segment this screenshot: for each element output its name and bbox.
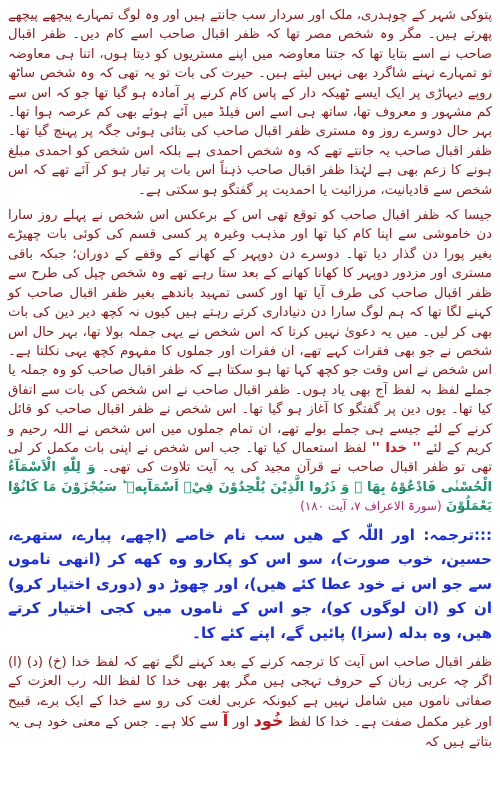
- translation-text: اور اللّٰہ کے هیں سب نام خاصے (اچهے، پیارے، ستهرے، حسین، خوب صورت)، سو اس کو پکارو وه کهه کر (انهی ناموں سے جو اس نے خود عطا کئے هیں)، اور چهوڑ دو (دوری اختیار کرو) ان کو (ان لوگوں کو)، جو اس کے ناموں میں کجی اختیار کرتے هیں، وه بدله (سزا) پائیں گے، اپنے کئے کا۔: [8, 525, 492, 642]
- translation-label: :::ترجمہ:: [423, 525, 492, 544]
- paragraph-last: [8, 653, 492, 752]
- paragraph-last-tail: سے کلا ہے۔ جس کے معنی خود ہی یہ بتاتے ہیں کہ: [8, 715, 492, 750]
- and-word: اور: [232, 715, 250, 731]
- aa-word: آ: [222, 711, 229, 731]
- quran-verse: وَ لِلّٰهِ الْاَسْمَآءُ الْحُسْنٰى فَادْعُوْهُ بِهَا ۪ وَ ذَرُوا الَّذِيْنَ يُلْحِدُوْنَ فِيْۤ اَسْمَآىِٕهٖ ؕ سَيُجْزَوْنَ مَا كَانُوْا يَعْمَلُوْنَ: [8, 460, 492, 515]
- khud-word: خُود: [253, 711, 284, 731]
- paragraph-2: [8, 206, 492, 517]
- paragraph-last-text: ظفر اقبال صاحب اس آیت کا ترجمہ کرنے کے بعد کہنے لگے تھے کہ لفظ خدا (خ) (د) (ا) اگر چہ عربی زبان کے حروف تہجی ہیں مگر پھر بھی خدا کا لفظ اللہ رب العزت کے صفاتی ناموں میں شامل نہیں ہے کیونکہ عربی لغت کی رو سے خدا کے ایک برے، قبیح اور غیر مکمل صفت ہے۔ خدا کا لفظ: [8, 655, 492, 731]
- verse-reference: (سورۃ الاعراف ۷، آیت ۱۸۰): [300, 499, 442, 514]
- khuda-word: '' خدا '': [371, 440, 421, 456]
- paragraph-2-text: جیسا کہ ظفر اقبال صاحب کو توقع تھی اس کے برعکس اس شخص نے پہلے روز سارا دن خاموشی سے اپنا کام کیا تھا اور مذہب وغیرہ پر کسی قسم کی کوئی بات چھیڑے بغیر پورا دن گذار دیا تھا۔ دوسرے دن دوپہر کے کھانے کے وقفے کے دوران؛ جبکہ باقی مستری اور مزدور دوپہر کا کھانا کھانے کے بعد ستا رہے تھے وہ شخص چپل کی طرح سے ظفر اقبال صاحب کی طرف آیا تھا اور کسی تمہید باندھے بغیر ظفر اقبال صاحب کو کہنے لگا تھا کہ ہم لوگ سارا دن دنیاداری کرتے رہتے ہیں کیوں نہ کچھ دیر دین کی بات بھی کر لیں۔ میں یہ دعویٰ نہیں کرتا کہ اس شخص نے یہی جملہ بولا تھا، بہر حال اس شخص نے جو بھی فقرات کہے تھے، ان فقرات اور جملوں کا مفہوم کچھ یہی نکلتا ہے۔ اس شخص نے اس وقت جو کچھ کہا تھا ہو سکتا ہے کہ ظفر اقبال صاحب کو وہ جملہ یا جملے لفظ بہ لفظ آج بھی یاد ہوں۔ ظفر اقبال صاحب نے اس شخص کی بات سے اتفاق کیا تھا۔ یوں دین پر گفتگو کا آغاز ہو گیا تھا۔ اس شخص نے ظفر اقبال صاحب کو قائل کرنے کے لئے جیسے ہی جملے بولے تھے، ان تمام جملوں میں اس شخص نے اللہ رحیم و کریم کے لئے: [8, 208, 492, 456]
- paragraph-1: پتوکی شہر کے چوہدری، ملک اور سردار سب جانتے ہیں اور وہ لوگ تمہارے پیچھے پیچھے پھرتے ہیں۔ مگر وہ شخص مصر تھا کہ ظفر اقبال صاحب اسے کام دیں۔ ظفر اقبال صاحب نے اسے بتایا تھا کہ جتنا معاوضہ میں اپنے مستریوں کو دیتا ہوں، اتنا ہی معاوضہ تو تمہارے نہنے شاگرد بھی نہیں لیتے ہیں۔ حیرت کی بات تو یہ تھی کہ وہ شخص ساٹھ روپے دیہاڑی پر ایک ایسے ٹھیکہ دار کے پاس کام کرنے پر آمادہ ہو گیا تھا جو کہ اس سے کم مشہور و معروف تھا، ساتھ ہی اسے اس فیلڈ میں آئے ہوئے بھی کم عرصہ ہوا تھا۔ بہر حال دوسرے روز وہ مستری ظفر اقبال صاحب کی بتائی ہوئی جگہ پر پہنچ گیا تھا۔ ظفر اقبال صاحب یہ جانتے تھے کہ وہ شخص احمدی ہے بلکہ اس شخص کو احمدی مبلغ ہونے کا زعم بھی ہے لہٰذا ظفر اقبال صاحب ذہناً اس بات پر تیار ہو کر آئے تھے کہ اس شخص سے قادیانیت، مرزائیت یا احمدیت پر گفتگو ہو سکتی ہے۔: [8, 8, 492, 198]
- paragraph-2-tail: لفظ استعمال کیا تھا۔ جب اس شخص نے اپنی بات مکمل کر لی تھی تو ظفر اقبال صاحب نے قرآن مجید کی یہ آیت تلاوت کی تھی۔: [8, 440, 492, 476]
- translation-block: [8, 523, 492, 646]
